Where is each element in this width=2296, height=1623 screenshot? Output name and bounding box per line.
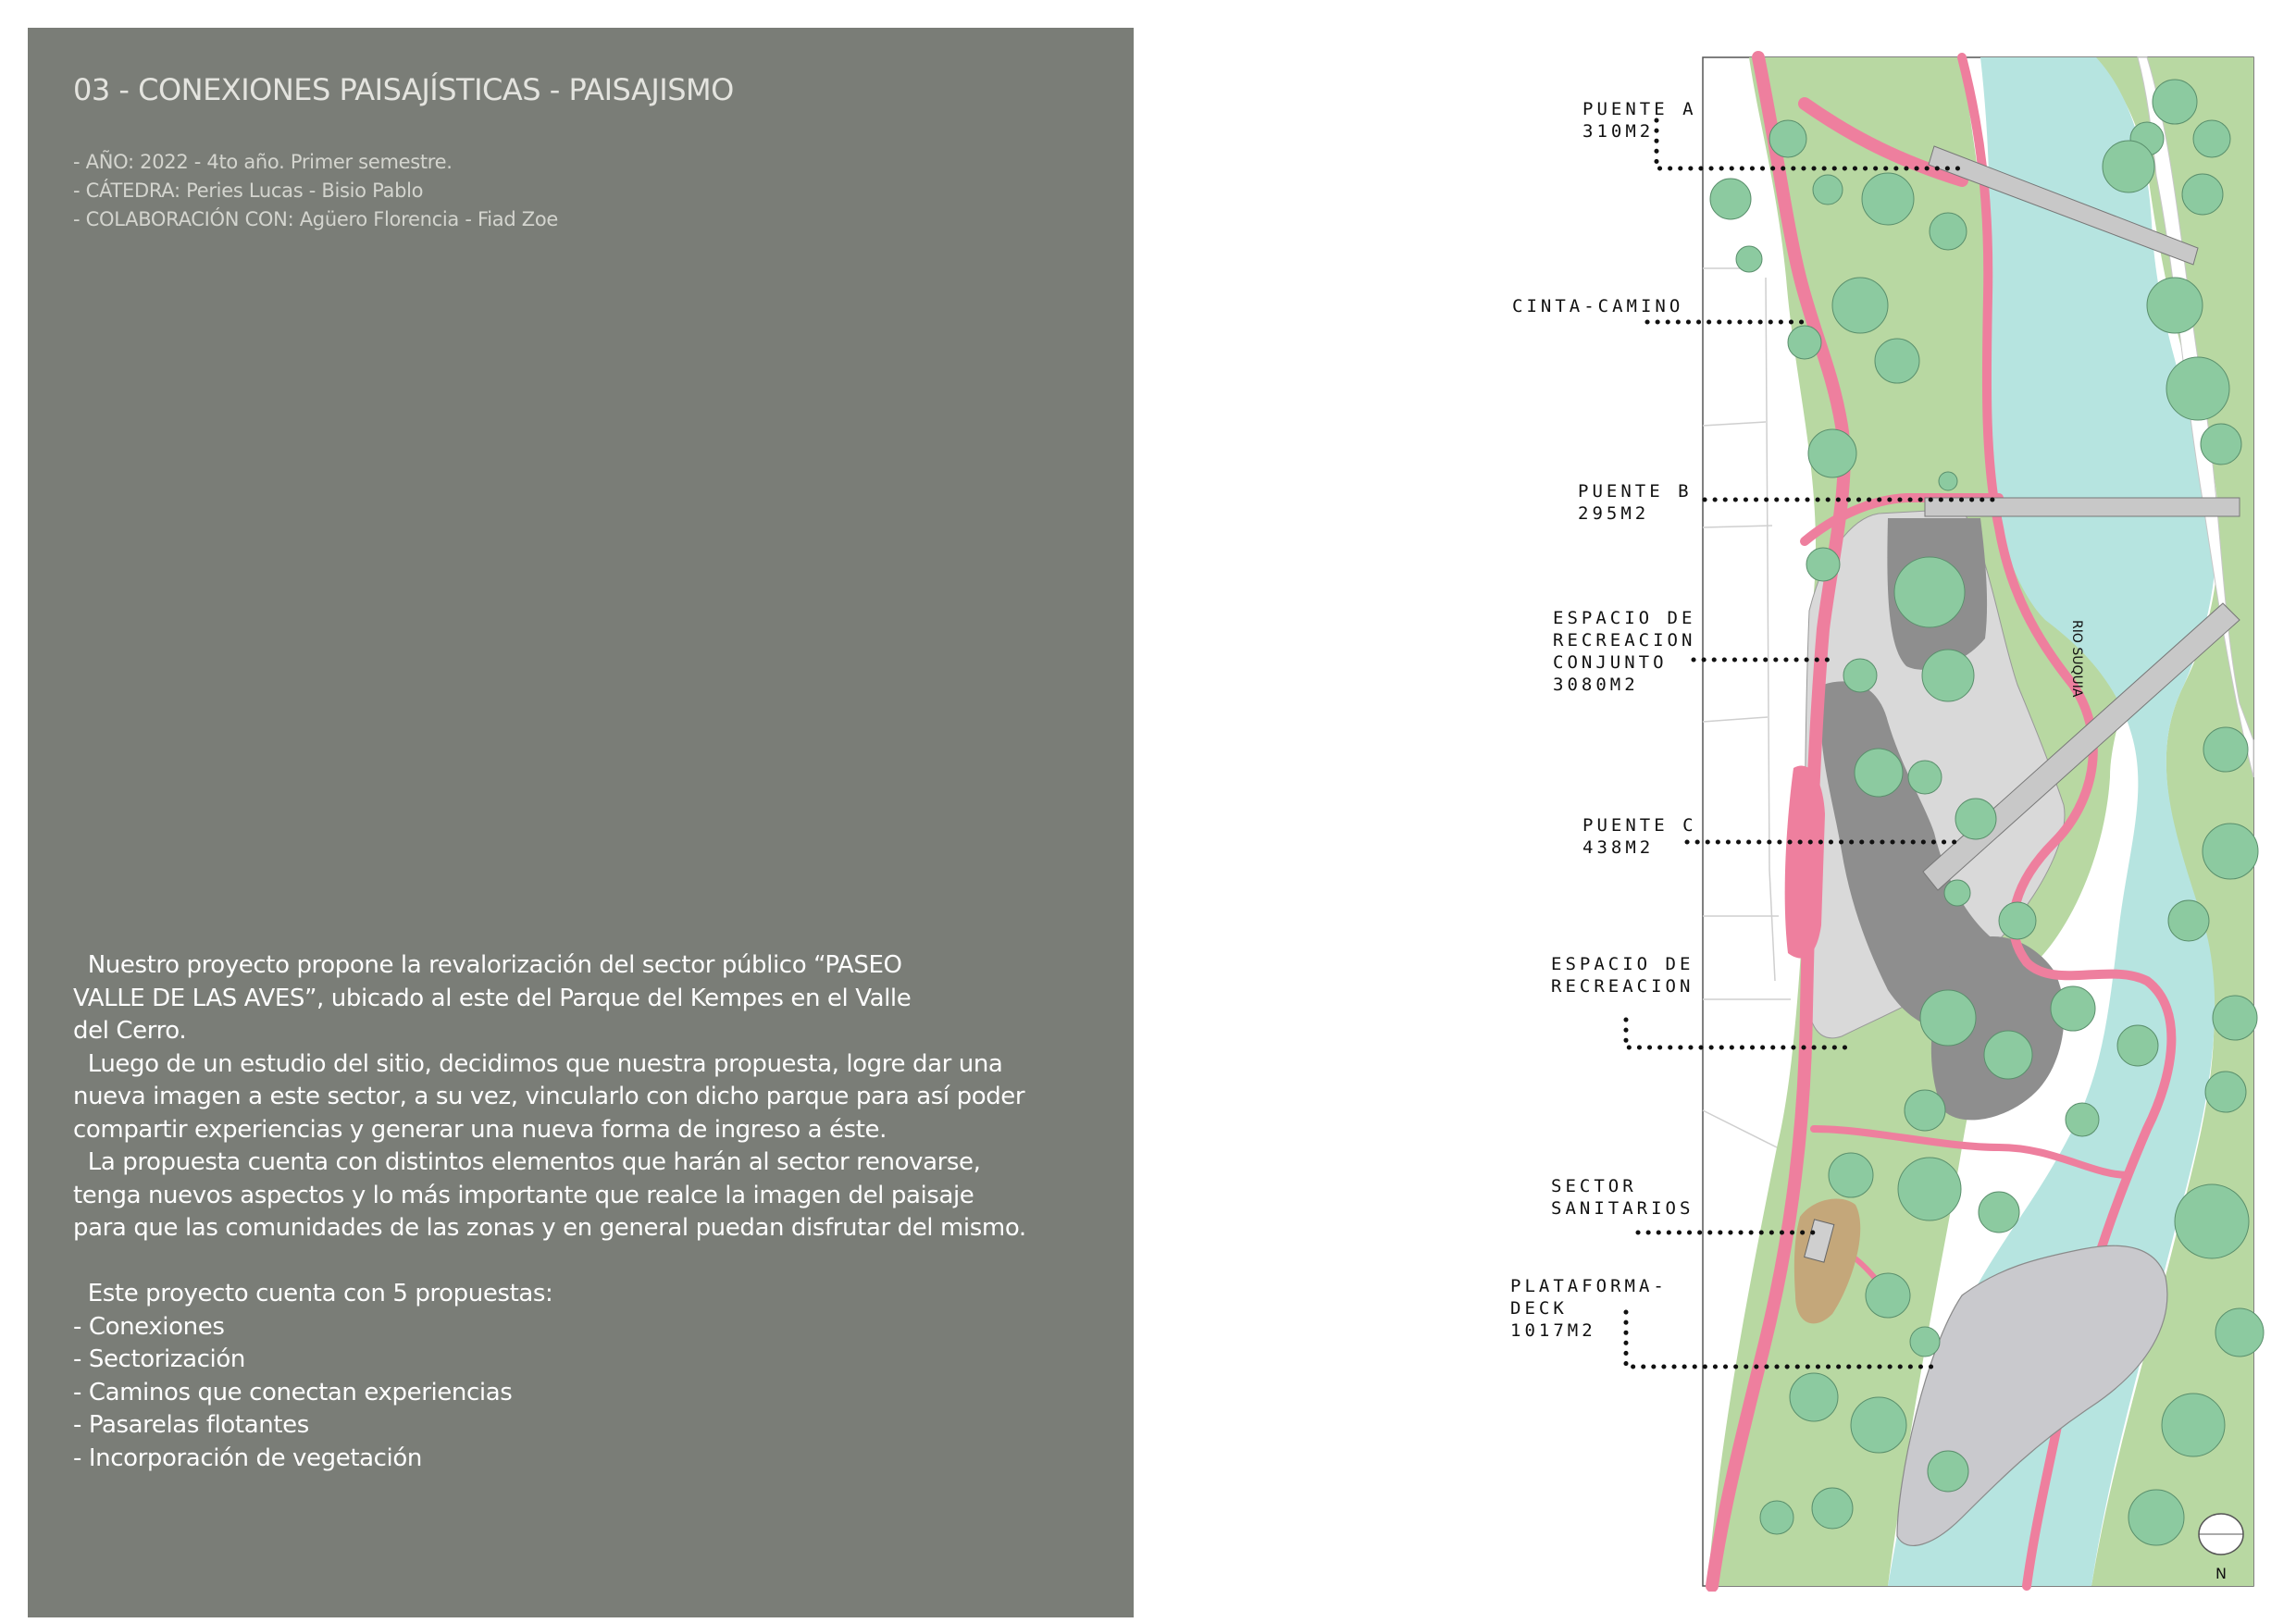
body-line: La propuesta cuenta con distintos elementos que harán al sector renovarse, — [73, 1148, 981, 1176]
label-line: PUENTE B — [1578, 481, 1693, 502]
meta-catedra: - CÁTEDRA: Peries Lucas - Bisio Pablo — [73, 180, 424, 202]
river-label: RIO SUQUIA — [2069, 620, 2084, 698]
label-line: RECREACION — [1551, 976, 1694, 997]
label-line: PUENTE C — [1582, 815, 1697, 836]
label-line: 1017M2 — [1510, 1320, 1596, 1341]
proposal-item: - Pasarelas flotantes — [73, 1411, 309, 1439]
body-line: nueva imagen a este sector, a su vez, vincularlo con dicho parque para así poder — [73, 1083, 1025, 1110]
label-line: RECREACION — [1553, 630, 1696, 650]
label-line: CINTA-CAMINO — [1512, 296, 1684, 316]
north-label: N — [2215, 1565, 2227, 1582]
label-line: ESPACIO DE — [1551, 954, 1694, 974]
meta-collaboration: - COLABORACIÓN CON: Agüero Florencia - Fiad Zoe — [73, 208, 558, 230]
paragraph-gap — [73, 1245, 1110, 1279]
label-line: PUENTE A — [1582, 99, 1697, 119]
meta-year: - AÑO: 2022 - 4to año. Primer semestre. — [73, 151, 453, 173]
body-line: tenga nuevos aspectos y lo más importante que realce la imagen del paisaje — [73, 1181, 974, 1209]
label-line: CONJUNTO — [1553, 652, 1668, 673]
map-area — [1703, 57, 2264, 1586]
body-line: Luego de un estudio del sitio, decidimos que nuestra propuesta, logre dar una — [73, 1049, 1003, 1078]
body-line: compartir experiencias y generar una nueva forma de ingreso a éste. — [73, 1115, 887, 1144]
label-line: DECK — [1510, 1298, 1568, 1319]
label-line: 438M2 — [1582, 837, 1655, 858]
body-line: del Cerro. — [73, 1017, 187, 1045]
page-title: 03 - CONEXIONES PAISAJÍSTICAS - PAISAJISMO — [73, 72, 734, 107]
label-line: PLATAFORMA- — [1510, 1276, 1668, 1296]
site-plan — [1444, 37, 2277, 1592]
label-line: 310M2 — [1582, 121, 1655, 142]
proposal-item: - Caminos que conectan experiencias — [73, 1378, 513, 1406]
proposal-item: - Conexiones — [73, 1312, 225, 1341]
body-line: VALLE DE LAS AVES”, ubicado al este del Parque del Kempes en el Valle — [73, 984, 912, 1012]
body-line: Nuestro proyecto propone la revalorización del sector público “PASEO — [73, 951, 902, 979]
body-line: para que las comunidades de las zonas y en general puedan disfrutar del mismo. — [73, 1214, 1026, 1242]
project-description — [73, 949, 1110, 1475]
pink-plaza — [1785, 765, 1825, 958]
label-line: 295M2 — [1578, 503, 1650, 524]
project-meta — [73, 148, 558, 234]
proposals-intro: Este proyecto cuenta con 5 propuestas: — [73, 1280, 553, 1307]
label-line: 3080M2 — [1553, 675, 1639, 695]
label-line: SANITARIOS — [1551, 1198, 1694, 1219]
proposal-item: - Incorporación de vegetación — [73, 1443, 422, 1472]
proposal-item: - Sectorización — [73, 1345, 245, 1373]
label-line: ESPACIO DE — [1553, 608, 1696, 628]
label-line: SECTOR — [1551, 1176, 1637, 1196]
